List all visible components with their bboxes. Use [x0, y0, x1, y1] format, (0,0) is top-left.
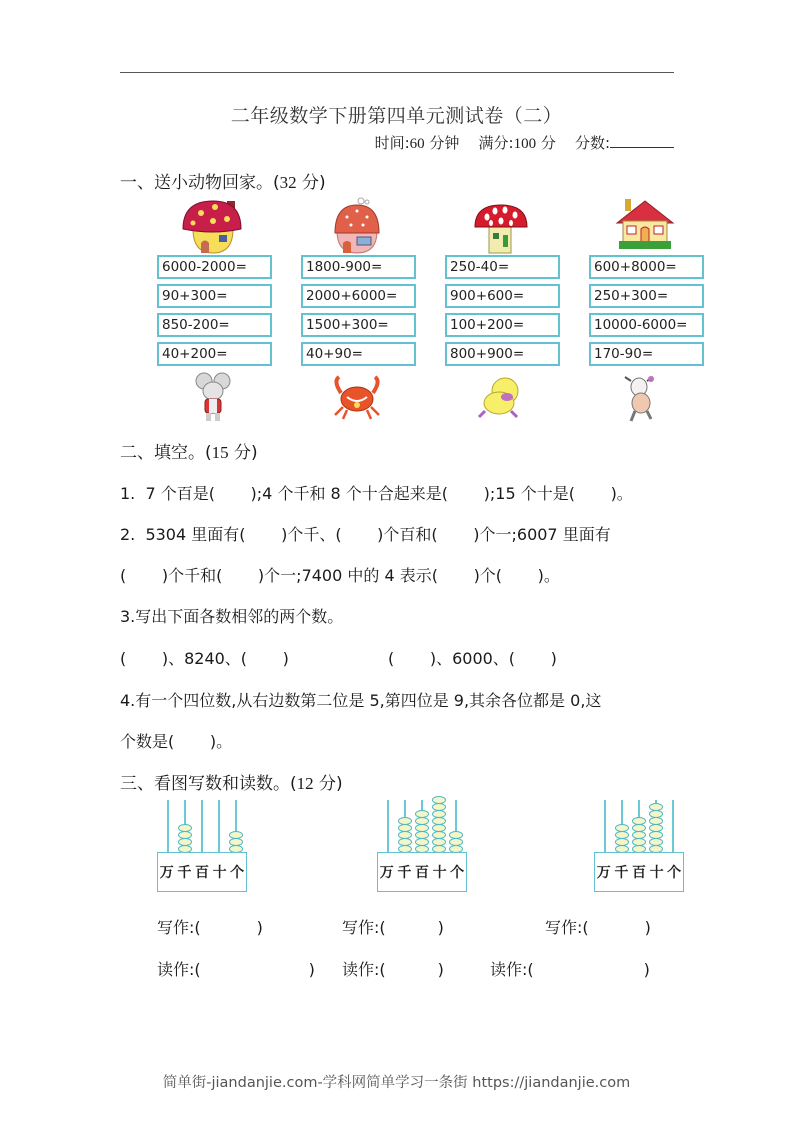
section-2-title	[120, 438, 258, 463]
page-title: 二年级数学下册第四单元测试卷（二）	[230, 105, 563, 127]
abacus-bead	[415, 824, 429, 832]
abacus-frame	[594, 852, 684, 892]
equation-box[interactable]: 800+900=	[445, 342, 560, 366]
equation-box[interactable]: 850-200=	[157, 313, 272, 337]
read-answer-2[interactable]	[342, 957, 444, 980]
place-value-label: 十	[649, 865, 664, 881]
equation-box[interactable]: 600+8000=	[589, 255, 704, 279]
equation-box[interactable]: 250-40=	[445, 255, 560, 279]
full-unit: 分	[540, 134, 556, 152]
close-paren: )	[308, 960, 315, 979]
equation-box[interactable]: 2000+6000=	[301, 284, 416, 308]
abacus-bead	[649, 803, 663, 811]
abacus-bead	[415, 810, 429, 818]
read-label: 读作:(	[342, 960, 386, 979]
abacus-bead	[615, 831, 629, 839]
write-answer-2[interactable]	[342, 915, 444, 938]
abacus-bead	[432, 803, 446, 811]
abacus-bead	[178, 838, 192, 846]
abacus-bead	[229, 838, 243, 846]
abacus-bead	[398, 824, 412, 832]
abacus-bead	[449, 838, 463, 846]
place-value-label: 个	[230, 865, 245, 881]
calf-icon	[589, 371, 701, 423]
abacus-bead	[649, 824, 663, 832]
abacus-bead	[649, 817, 663, 825]
section-3-title	[120, 769, 343, 794]
write-label: 写作:(	[157, 918, 201, 937]
footer-watermark: 简单街-jiandanjie.com-学科网简单学习一条街 https://jiandanjie.com	[162, 1075, 631, 1091]
abacus-1	[157, 800, 247, 892]
equation-box[interactable]: 10000-6000=	[589, 313, 704, 337]
animal-column-1	[157, 195, 269, 423]
abacus-bead	[632, 824, 646, 832]
place-value-label: 万	[596, 865, 611, 881]
question-2-3-b[interactable]: ( )、6000、( )	[388, 649, 557, 668]
abacus-bead	[649, 838, 663, 846]
question-2-2-line-2[interactable]: ( )个千和( )个一;7400 中的 4 表示( )个( )。	[120, 566, 560, 585]
abacus-bead	[649, 831, 663, 839]
question-2-1[interactable]: 1. 7 个百是( );4 个千和 8 个十合起来是( );15 个十是( )。	[120, 484, 633, 503]
abacus-rod	[201, 800, 203, 852]
close-paren: )	[437, 918, 444, 937]
section-2-title-text: 二、填空。(	[120, 443, 212, 463]
abacus-bead	[432, 796, 446, 804]
question-2-3-title: 3.写出下面各数相邻的两个数。	[120, 607, 344, 626]
question-2-4-line-2[interactable]: 个数是( )。	[120, 732, 233, 751]
question-2-4-line-1: 4.有一个四位数,从右边数第二位是 5,第四位是 9,其余各位都是 0,这	[120, 691, 602, 710]
abacus-frame	[377, 852, 467, 892]
pink-mushroom-house-icon	[301, 195, 413, 255]
read-answer-3[interactable]	[490, 957, 650, 980]
abacus-bead	[398, 838, 412, 846]
crab-icon	[301, 371, 413, 423]
duckling-icon	[445, 371, 557, 423]
abacus-bead	[632, 838, 646, 846]
close-paren: )	[643, 960, 650, 979]
write-answer-3[interactable]	[545, 915, 651, 938]
section-3-points: 12	[296, 774, 314, 793]
section-1-title-suffix: 分)	[302, 173, 326, 193]
equation-box[interactable]: 1500+300=	[301, 313, 416, 337]
read-label: 读作:(	[157, 960, 201, 979]
question-2-2-line-1[interactable]: 2. 5304 里面有( )个千、( )个百和( )个一;6007 里面有	[120, 525, 611, 544]
section-1-title-text: 一、送小动物回家。(	[120, 173, 280, 193]
full-label: 满分:	[478, 134, 514, 152]
place-value-label: 个	[450, 865, 465, 881]
section-3-title-text: 三、看图写数和读数。(	[120, 774, 297, 794]
cottage-house-icon	[589, 195, 701, 255]
abacus-bead	[415, 817, 429, 825]
equation-box[interactable]: 90+300=	[157, 284, 272, 308]
close-paren: )	[437, 960, 444, 979]
exam-meta	[375, 132, 674, 153]
abacus-2	[377, 800, 467, 892]
abacus-bead	[415, 838, 429, 846]
abacus-bead	[649, 810, 663, 818]
abacus-bead	[178, 831, 192, 839]
abacus-bead	[432, 838, 446, 846]
time-label: 时间:	[374, 134, 410, 152]
score-blank[interactable]	[610, 133, 674, 148]
equation-box[interactable]: 170-90=	[589, 342, 704, 366]
place-value-label: 万	[159, 865, 174, 881]
close-paren: )	[644, 918, 651, 937]
place-value-label: 百	[414, 865, 429, 881]
abacus-bead	[632, 831, 646, 839]
place-value-label: 万	[379, 865, 394, 881]
abacus-rod	[167, 800, 169, 852]
equation-box[interactable]: 40+200=	[157, 342, 272, 366]
section-1-title	[120, 168, 326, 193]
animal-column-3	[445, 195, 557, 423]
close-paren: )	[256, 918, 263, 937]
abacus-bead	[449, 831, 463, 839]
place-value-label: 百	[631, 865, 646, 881]
abacus-bead	[432, 831, 446, 839]
abacus-rod	[604, 800, 606, 852]
time-unit: 分钟	[429, 134, 460, 152]
abacus-bead	[229, 831, 243, 839]
place-value-label: 百	[194, 865, 209, 881]
abacus-bead	[432, 810, 446, 818]
place-value-label: 千	[177, 865, 192, 881]
abacus-bead	[432, 817, 446, 825]
equation-box[interactable]: 40+90=	[301, 342, 416, 366]
equation-box[interactable]: 100+200=	[445, 313, 560, 337]
abacus-bead	[398, 831, 412, 839]
animal-column-2	[301, 195, 413, 423]
abacus-rod	[672, 800, 674, 852]
abacus-bead	[615, 824, 629, 832]
equation-box[interactable]: 1800-900=	[301, 255, 416, 279]
abacus-bead	[432, 824, 446, 832]
abacus-bead	[398, 817, 412, 825]
place-value-label: 千	[397, 865, 412, 881]
place-value-label: 十	[212, 865, 227, 881]
section-3-title-suffix: 分)	[319, 774, 343, 794]
time-value: 60	[409, 136, 425, 152]
abacus-bead	[178, 824, 192, 832]
abacus-rod	[387, 800, 389, 852]
abacus-bead	[415, 831, 429, 839]
place-value-label: 十	[432, 865, 447, 881]
abacus-bead	[615, 838, 629, 846]
abacus-rod	[218, 800, 220, 852]
write-answer-1[interactable]	[157, 915, 263, 938]
abacus-3	[594, 800, 684, 892]
equation-box[interactable]: 900+600=	[445, 284, 560, 308]
section-2-title-suffix: 分)	[234, 443, 258, 463]
write-label: 写作:(	[342, 918, 386, 937]
write-label: 写作:(	[545, 918, 589, 937]
abacus-bead	[632, 817, 646, 825]
section-2-points: 15	[211, 443, 229, 462]
place-value-label: 个	[667, 865, 682, 881]
read-label: 读作:(	[490, 960, 534, 979]
question-2-3-a[interactable]: ( )、8240、( )	[120, 649, 289, 668]
score-label: 分数:	[574, 134, 610, 152]
red-mushroom-house-icon	[157, 195, 269, 255]
equation-box[interactable]: 6000-2000=	[157, 255, 272, 279]
abacus-frame	[157, 852, 247, 892]
read-answer-1[interactable]	[157, 957, 315, 980]
section-1-points: 32	[279, 173, 297, 192]
mouse-icon	[157, 371, 269, 423]
top-rule	[120, 72, 674, 73]
spotted-mushroom-house-icon	[445, 195, 557, 255]
place-value-label: 千	[614, 865, 629, 881]
equation-box[interactable]: 250+300=	[589, 284, 704, 308]
animal-column-4	[589, 195, 701, 423]
full-value: 100	[513, 136, 537, 152]
